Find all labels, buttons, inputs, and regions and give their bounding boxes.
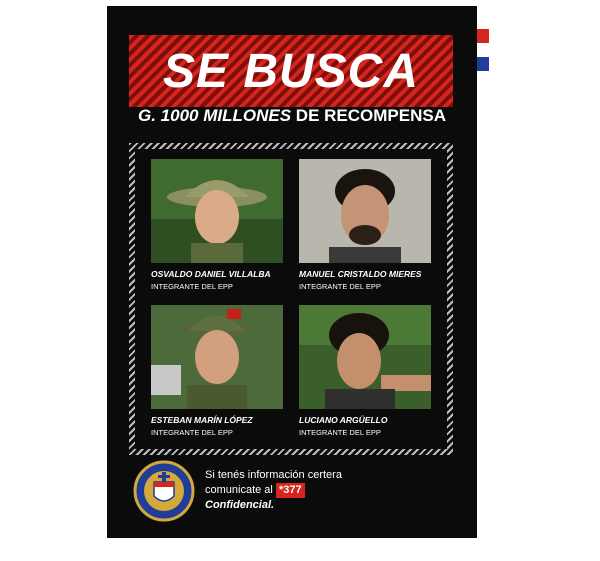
person-name-4: LUCIANO ARGÜELLO (299, 415, 388, 425)
police-seal-icon (133, 460, 195, 522)
person-role-1: INTEGRANTE DEL EPP (151, 282, 233, 291)
contact-info (205, 468, 342, 513)
person-role-3: INTEGRANTE DEL EPP (151, 428, 233, 437)
contact-line-1: Si tenés información certera (205, 469, 342, 481)
person-photo-4 (299, 305, 431, 409)
contact-line-3: Confidencial. (205, 499, 275, 511)
person-name-1: OSVALDO DANIEL VILLALBA (151, 269, 271, 279)
photo-frame (129, 143, 453, 455)
reward-suffix: DE RECOMPENSA (295, 106, 446, 125)
person-photo-2 (299, 159, 431, 263)
wanted-poster (107, 6, 477, 538)
person-photo-3 (151, 305, 283, 409)
person-name-3: ESTEBAN MARÍN LÓPEZ (151, 415, 253, 425)
person-role-2: INTEGRANTE DEL EPP (299, 282, 381, 291)
contact-line-2-text: comunicate al (205, 484, 273, 496)
reward-line (107, 106, 477, 126)
contact-line-2 (205, 483, 342, 498)
poster-title: SE BUSCA (162, 44, 420, 98)
phone-badge: *377 (276, 483, 305, 498)
person-role-4: INTEGRANTE DEL EPP (299, 428, 381, 437)
person-photo-1 (151, 159, 283, 263)
paraguay-flag-icon (477, 29, 489, 71)
title-banner (129, 35, 453, 107)
person-name-2: MANUEL CRISTALDO MIERES (299, 269, 422, 279)
reward-amount: G. 1000 MILLONES (138, 106, 292, 125)
